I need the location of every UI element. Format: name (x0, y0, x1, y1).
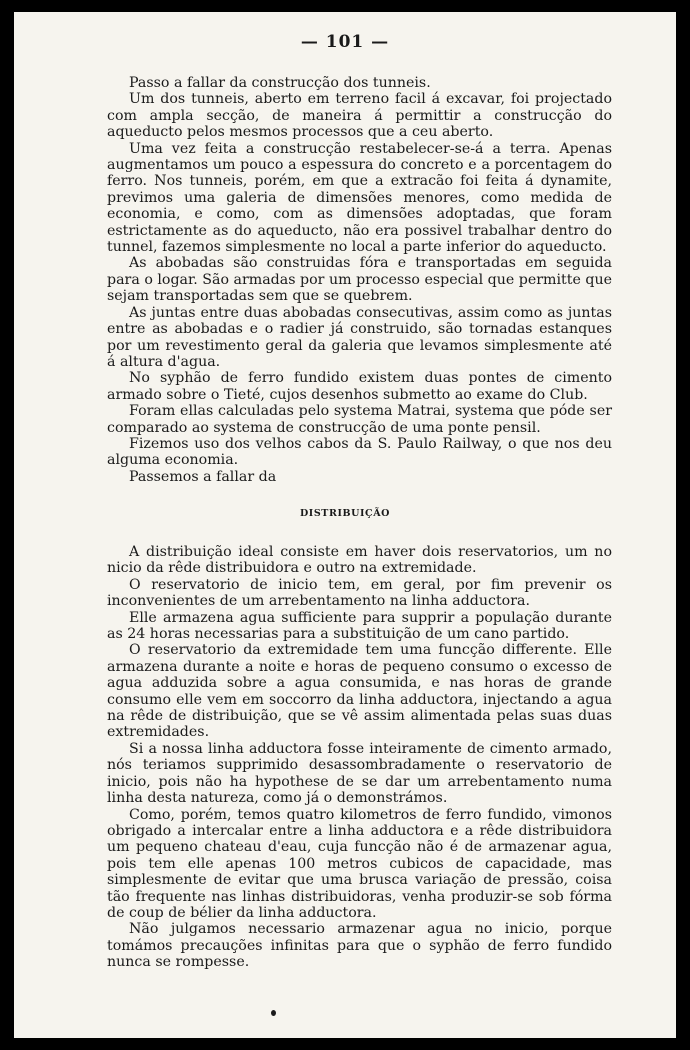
paragraph: Foram ellas calculadas pelo systema Matrai, systema que póde ser comparado ao systema de construcção de uma ponte pensil. (107, 403, 612, 436)
paragraph: Como, porém, temos quatro kilometros de ferro fundido, vimonos obrigado a intercalar entre a linha adductora e a rêde distribuidora um pequeno chateau d'eau, cuja funcção não é de armazenar agua, pois tem elle apenas 100 metros cubicos de capacidade, mas simplesmente de evitar que uma brusca variação de pressão, coisa tão frequente nas linhas distribuidoras, venha produzir-se sob fórma de coup de bélier da linha adductora. (107, 806, 612, 921)
section-heading: DISTRIBUIÇÃO (299, 508, 391, 519)
paragraph: Um dos tunneis, aberto em terreno facil á excavar, foi projectado com ampla secção, de maneira á permittir a construcção do aqueducto pelos mesmos processos que a ceu aberto. (107, 91, 612, 141)
paragraph: Passo a fallar da construcção dos tunneis. (129, 75, 431, 91)
paragraph: Passemos a fallar da (129, 468, 277, 485)
paragraph: Não julgamos necessario armazenar agua no inicio, porque tomámos precauções infinitas para que o syphão de ferro fundido nunca se rompesse. (107, 921, 612, 971)
page-number: — 101 — (300, 32, 390, 52)
text-block-tunnels (107, 75, 612, 485)
paragraph: Uma vez feita a construcção restabelecer-se-á a terra. Apenas augmentamos um pouco a espessura do concreto e a porcentagem do ferro. Nos tunneis, porém, em que a extracão foi feita á dynamite, previmos uma galeria de dimensões menores, como medida de economia, e como, com as dimensões adoptadas, que foram estrictamente as do aqueducto, não era possivel trabalhar dentro do tunnel, fazemos simplesmente no local a parte inferior do aqueducto. (107, 140, 612, 256)
paragraph: Fizemos uso dos velhos cabos da S. Paulo Railway, o que nos deu alguma economia. (107, 435, 612, 469)
text-block-distribution (107, 544, 612, 971)
paragraph: A distribuição ideal consiste em haver dois reservatorios, um no nicio da rêde distribuidora e outro na extremidade. (107, 544, 612, 577)
paragraph: O reservatorio da extremidade tem uma funcção differente. Elle armazena durante a noite e horas de pequeno consumo o excesso de agua adduzida sobre a agua consumida, e nas horas de grande consumo elle vem em soccorro da linha adductora, injectando a agua na rêde de distribuição, que se vê assim alimentada pelas suas duas extremidades. (107, 642, 612, 741)
paragraph: As juntas entre duas abobadas consecutivas, assim como as juntas entre as abobadas e o radier já construido, são tornadas estanques por um revestimento geral da galeria que levamos simplesmente até á altura d'agua. (107, 304, 612, 370)
paragraph: O reservatorio de inicio tem, em geral, por fim prevenir os inconvenientes de um arrebentamento na linha adductora. (107, 576, 612, 610)
paragraph: Elle armazena agua sufficiente para supprir a população durante as 24 horas necessarias para a substituição de um cano partido. (107, 609, 612, 643)
page-mark-dot (271, 1010, 276, 1016)
paragraph: As abobadas são construidas fóra e transportadas em seguida para o logar. São armadas por um processo especial que permitte que sejam transportadas sem que se quebrem. (107, 255, 612, 305)
book-page (14, 12, 676, 1038)
paragraph: Si a nossa linha adductora fosse inteiramente de cimento armado, nós teriamos supprimido desassombradamente o reservatorio de inicio, pois não ha hypothese de se dar um arrebentamento numa linha desta natureza, como já o demonstrámos. (107, 740, 612, 807)
paragraph: No syphão de ferro fundido existem duas pontes de cimento armado sobre o Tieté, cujos desenhos submetto ao exame do Club. (107, 370, 612, 403)
